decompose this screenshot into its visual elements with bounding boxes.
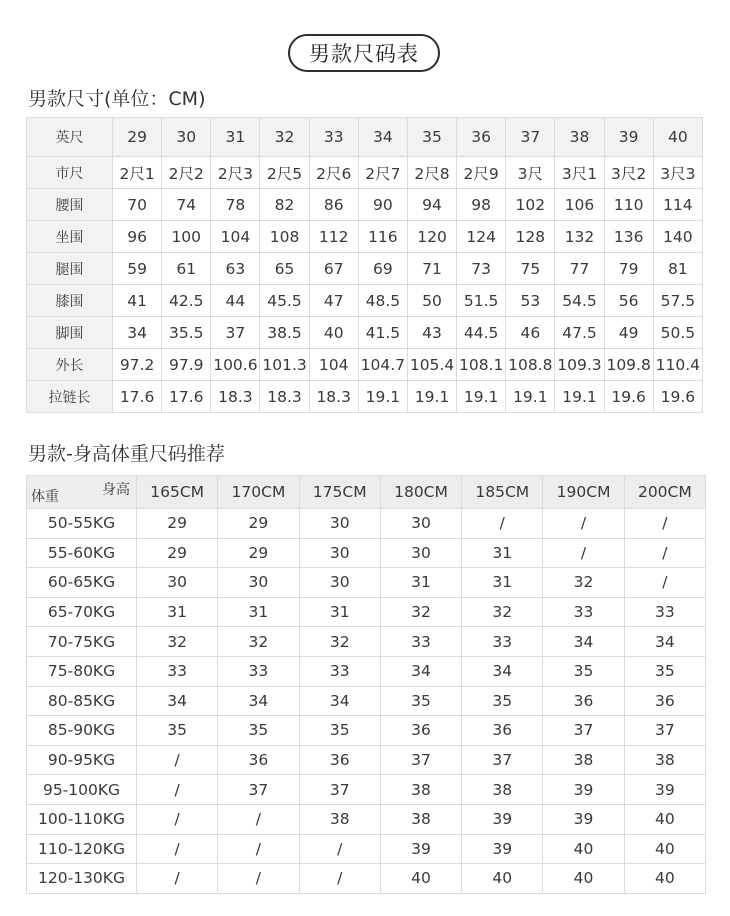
table-cell: 34 (624, 627, 705, 657)
table-cell: 36 (462, 716, 543, 746)
table-cell: 39 (462, 834, 543, 864)
weight-cell: 65-70KG (27, 597, 137, 627)
table-row (27, 568, 706, 598)
table-cell: 34 (218, 686, 299, 716)
table-cell: 136 (604, 221, 653, 253)
table-cell: 33 (543, 597, 624, 627)
table-cell: 37 (543, 716, 624, 746)
size-header-row (27, 118, 703, 157)
row-header-cell: 拉链长 (27, 381, 113, 413)
table-cell: 105.4 (407, 349, 456, 381)
table-cell: 40 (462, 864, 543, 894)
table-cell: 34 (380, 656, 461, 686)
table-row (27, 834, 706, 864)
table-cell: 40 (380, 864, 461, 894)
table-cell: / (543, 509, 624, 539)
size-header-cell: 39 (604, 118, 653, 157)
size-table-title: 男款尺寸(单位：CM) (28, 88, 206, 110)
table-cell: 48.5 (358, 285, 407, 317)
row-header-cell: 外长 (27, 349, 113, 381)
table-cell: / (299, 834, 380, 864)
table-cell: 50.5 (653, 317, 702, 349)
height-header-cell: 175CM (299, 476, 380, 509)
table-cell: 96 (113, 221, 162, 253)
table-cell: 43 (407, 317, 456, 349)
table-cell: 40 (309, 317, 358, 349)
table-cell: 35 (462, 686, 543, 716)
recommendation-table-title: 男款-身高体重尺码推荐 (28, 443, 225, 465)
table-cell: 31 (137, 597, 218, 627)
size-header-cell: 40 (653, 118, 702, 157)
table-row (27, 716, 706, 746)
table-cell: 31 (462, 538, 543, 568)
table-cell: 39 (543, 775, 624, 805)
table-cell: 40 (543, 864, 624, 894)
table-cell: 36 (299, 745, 380, 775)
table-cell: 77 (555, 253, 604, 285)
table-cell: 114 (653, 189, 702, 221)
table-cell: 37 (624, 716, 705, 746)
table-cell: 54.5 (555, 285, 604, 317)
table-cell: 38 (299, 804, 380, 834)
table-cell: 34 (113, 317, 162, 349)
weight-cell: 75-80KG (27, 656, 137, 686)
table-cell: 30 (299, 509, 380, 539)
table-cell: 34 (462, 656, 543, 686)
size-header-cell: 37 (506, 118, 555, 157)
table-cell: 2尺7 (358, 157, 407, 189)
size-table (26, 117, 703, 413)
table-cell: 67 (309, 253, 358, 285)
table-cell: 109.8 (604, 349, 653, 381)
weight-cell: 100-110KG (27, 804, 137, 834)
table-cell: 35 (543, 656, 624, 686)
table-cell: 29 (137, 509, 218, 539)
main-title: 男款尺码表 (288, 34, 440, 72)
table-cell: 32 (299, 627, 380, 657)
table-cell: 29 (137, 538, 218, 568)
table-cell: 90 (358, 189, 407, 221)
table-cell: 106 (555, 189, 604, 221)
table-cell: 30 (380, 538, 461, 568)
table-cell: 39 (624, 775, 705, 805)
table-cell: 34 (137, 686, 218, 716)
table-cell: 47.5 (555, 317, 604, 349)
weight-cell: 110-120KG (27, 834, 137, 864)
table-cell: 120 (407, 221, 456, 253)
table-cell: / (137, 775, 218, 805)
row-header-cell: 腿围 (27, 253, 113, 285)
table-cell: 75 (506, 253, 555, 285)
table-cell: 98 (457, 189, 506, 221)
table-cell: 86 (309, 189, 358, 221)
table-cell: 38 (380, 804, 461, 834)
row-header-cell: 坐围 (27, 221, 113, 253)
table-cell: / (462, 509, 543, 539)
table-cell: 32 (137, 627, 218, 657)
table-cell: 19.1 (407, 381, 456, 413)
weight-axis-label: 体重 (31, 489, 59, 505)
table-row (27, 189, 703, 221)
table-row (27, 656, 706, 686)
table-cell: 101.3 (260, 349, 309, 381)
table-cell: 128 (506, 221, 555, 253)
table-cell: 74 (162, 189, 211, 221)
table-cell: / (624, 568, 705, 598)
table-cell: 3尺2 (604, 157, 653, 189)
table-cell: 45.5 (260, 285, 309, 317)
table-cell: 39 (380, 834, 461, 864)
table-row (27, 381, 703, 413)
table-row (27, 864, 706, 894)
table-cell: 41.5 (358, 317, 407, 349)
table-cell: 34 (543, 627, 624, 657)
table-cell: 44 (211, 285, 260, 317)
row-header-cell: 腰围 (27, 189, 113, 221)
table-cell: 110.4 (653, 349, 702, 381)
table-row (27, 509, 706, 539)
table-cell: 63 (211, 253, 260, 285)
table-row (27, 745, 706, 775)
table-row (27, 317, 703, 349)
row-header-cell: 市尺 (27, 157, 113, 189)
table-cell: 110 (604, 189, 653, 221)
table-cell: 3尺 (506, 157, 555, 189)
table-cell: 108 (260, 221, 309, 253)
weight-cell: 80-85KG (27, 686, 137, 716)
corner-header-cell (27, 476, 137, 509)
table-cell: 35 (624, 656, 705, 686)
table-cell: 116 (358, 221, 407, 253)
weight-cell: 90-95KG (27, 745, 137, 775)
table-cell: 65 (260, 253, 309, 285)
table-row (27, 221, 703, 253)
size-header-cell: 33 (309, 118, 358, 157)
size-header-cell: 30 (162, 118, 211, 157)
table-cell: 19.1 (506, 381, 555, 413)
table-cell: 109.3 (555, 349, 604, 381)
table-cell: 97.9 (162, 349, 211, 381)
table-cell: 50 (407, 285, 456, 317)
table-row (27, 804, 706, 834)
table-cell: 3尺1 (555, 157, 604, 189)
table-cell: 38 (380, 775, 461, 805)
table-row (27, 597, 706, 627)
size-header-cell: 38 (555, 118, 604, 157)
weight-cell: 95-100KG (27, 775, 137, 805)
table-cell: 29 (218, 538, 299, 568)
table-cell: 2尺1 (113, 157, 162, 189)
table-cell: 102 (506, 189, 555, 221)
table-row (27, 627, 706, 657)
table-row (27, 349, 703, 381)
table-cell: 37 (218, 775, 299, 805)
size-header-cell: 29 (113, 118, 162, 157)
weight-cell: 70-75KG (27, 627, 137, 657)
table-cell: / (137, 834, 218, 864)
row-header-cell: 英尺 (27, 118, 113, 157)
table-cell: 40 (543, 834, 624, 864)
table-cell: 31 (299, 597, 380, 627)
table-cell: 82 (260, 189, 309, 221)
table-cell: 19.6 (604, 381, 653, 413)
table-cell: 94 (407, 189, 456, 221)
table-cell: 36 (218, 745, 299, 775)
table-cell: 36 (543, 686, 624, 716)
table-cell: 33 (218, 656, 299, 686)
table-cell: 40 (624, 864, 705, 894)
table-cell: 19.1 (555, 381, 604, 413)
table-cell: 17.6 (113, 381, 162, 413)
table-cell: 19.1 (457, 381, 506, 413)
table-cell: 35 (380, 686, 461, 716)
table-cell: 104.7 (358, 349, 407, 381)
table-row (27, 538, 706, 568)
table-cell: 32 (380, 597, 461, 627)
table-cell: / (137, 804, 218, 834)
table-row (27, 285, 703, 317)
recommendation-table (26, 475, 706, 894)
table-cell: 38 (543, 745, 624, 775)
table-cell: 30 (218, 568, 299, 598)
table-cell: 61 (162, 253, 211, 285)
table-cell: 69 (358, 253, 407, 285)
table-cell: 73 (457, 253, 506, 285)
table-cell: 38.5 (260, 317, 309, 349)
table-cell: 18.3 (260, 381, 309, 413)
table-cell: 39 (462, 804, 543, 834)
table-cell: 19.6 (653, 381, 702, 413)
table-cell: 59 (113, 253, 162, 285)
weight-cell: 55-60KG (27, 538, 137, 568)
table-cell: 112 (309, 221, 358, 253)
table-cell: 132 (555, 221, 604, 253)
table-cell: 35 (218, 716, 299, 746)
table-cell: / (624, 538, 705, 568)
table-cell: 40 (624, 834, 705, 864)
table-cell: 57.5 (653, 285, 702, 317)
table-cell: 100 (162, 221, 211, 253)
table-cell: 30 (299, 538, 380, 568)
table-cell: 36 (380, 716, 461, 746)
height-header-row (27, 476, 706, 509)
weight-cell: 120-130KG (27, 864, 137, 894)
table-cell: 35.5 (162, 317, 211, 349)
table-row (27, 686, 706, 716)
size-header-cell: 34 (358, 118, 407, 157)
table-cell: 2尺3 (211, 157, 260, 189)
table-cell: / (299, 864, 380, 894)
weight-cell: 60-65KG (27, 568, 137, 598)
height-header-cell: 170CM (218, 476, 299, 509)
table-cell: 40 (624, 804, 705, 834)
table-cell: 2尺9 (457, 157, 506, 189)
row-header-cell: 膝围 (27, 285, 113, 317)
size-header-cell: 32 (260, 118, 309, 157)
table-cell: 100.6 (211, 349, 260, 381)
table-cell: 38 (462, 775, 543, 805)
table-cell: 37 (462, 745, 543, 775)
table-cell: / (218, 804, 299, 834)
table-row (27, 775, 706, 805)
table-cell: 104 (211, 221, 260, 253)
table-cell: 2尺5 (260, 157, 309, 189)
table-cell: 56 (604, 285, 653, 317)
table-cell: 18.3 (211, 381, 260, 413)
height-header-cell: 200CM (624, 476, 705, 509)
weight-cell: 50-55KG (27, 509, 137, 539)
table-cell: 33 (299, 656, 380, 686)
height-header-cell: 165CM (137, 476, 218, 509)
table-cell: 44.5 (457, 317, 506, 349)
table-cell: 19.1 (358, 381, 407, 413)
table-cell: 37 (299, 775, 380, 805)
table-cell: 39 (543, 804, 624, 834)
table-cell: 33 (137, 656, 218, 686)
table-cell: 46 (506, 317, 555, 349)
size-header-cell: 35 (407, 118, 456, 157)
table-cell: 2尺2 (162, 157, 211, 189)
table-cell: 97.2 (113, 349, 162, 381)
table-cell: 108.1 (457, 349, 506, 381)
size-header-cell: 36 (457, 118, 506, 157)
height-axis-label: 身高 (102, 482, 130, 498)
table-cell: 37 (380, 745, 461, 775)
table-cell: 104 (309, 349, 358, 381)
table-cell: / (137, 745, 218, 775)
table-cell: 47 (309, 285, 358, 317)
height-header-cell: 180CM (380, 476, 461, 509)
table-cell: 30 (137, 568, 218, 598)
table-cell: 30 (380, 509, 461, 539)
table-cell: 31 (380, 568, 461, 598)
table-cell: / (624, 509, 705, 539)
table-cell: 35 (299, 716, 380, 746)
table-cell: / (218, 864, 299, 894)
table-cell: / (543, 538, 624, 568)
height-header-cell: 190CM (543, 476, 624, 509)
table-cell: 17.6 (162, 381, 211, 413)
table-cell: 37 (211, 317, 260, 349)
table-cell: 41 (113, 285, 162, 317)
table-cell: 31 (218, 597, 299, 627)
table-cell: 33 (462, 627, 543, 657)
table-cell: 33 (624, 597, 705, 627)
table-cell: 78 (211, 189, 260, 221)
row-header-cell: 脚围 (27, 317, 113, 349)
table-cell: 49 (604, 317, 653, 349)
table-cell: 35 (137, 716, 218, 746)
table-cell: 79 (604, 253, 653, 285)
table-cell: 140 (653, 221, 702, 253)
table-cell: 2尺8 (407, 157, 456, 189)
table-cell: 38 (624, 745, 705, 775)
table-cell: / (218, 834, 299, 864)
table-cell: 32 (218, 627, 299, 657)
table-cell: 51.5 (457, 285, 506, 317)
table-cell: 33 (380, 627, 461, 657)
table-cell: 81 (653, 253, 702, 285)
table-cell: 34 (299, 686, 380, 716)
height-header-cell: 185CM (462, 476, 543, 509)
table-cell: 2尺6 (309, 157, 358, 189)
table-cell: 29 (218, 509, 299, 539)
table-cell: 108.8 (506, 349, 555, 381)
weight-cell: 85-90KG (27, 716, 137, 746)
table-cell: 70 (113, 189, 162, 221)
table-cell: 36 (624, 686, 705, 716)
table-cell: 42.5 (162, 285, 211, 317)
size-header-cell: 31 (211, 118, 260, 157)
table-cell: 32 (462, 597, 543, 627)
table-cell: 32 (543, 568, 624, 598)
table-cell: 3尺3 (653, 157, 702, 189)
table-cell: 18.3 (309, 381, 358, 413)
table-cell: 31 (462, 568, 543, 598)
table-cell: 124 (457, 221, 506, 253)
table-cell: 71 (407, 253, 456, 285)
table-row (27, 157, 703, 189)
table-cell: 30 (299, 568, 380, 598)
table-row (27, 253, 703, 285)
table-cell: 53 (506, 285, 555, 317)
table-cell: / (137, 864, 218, 894)
